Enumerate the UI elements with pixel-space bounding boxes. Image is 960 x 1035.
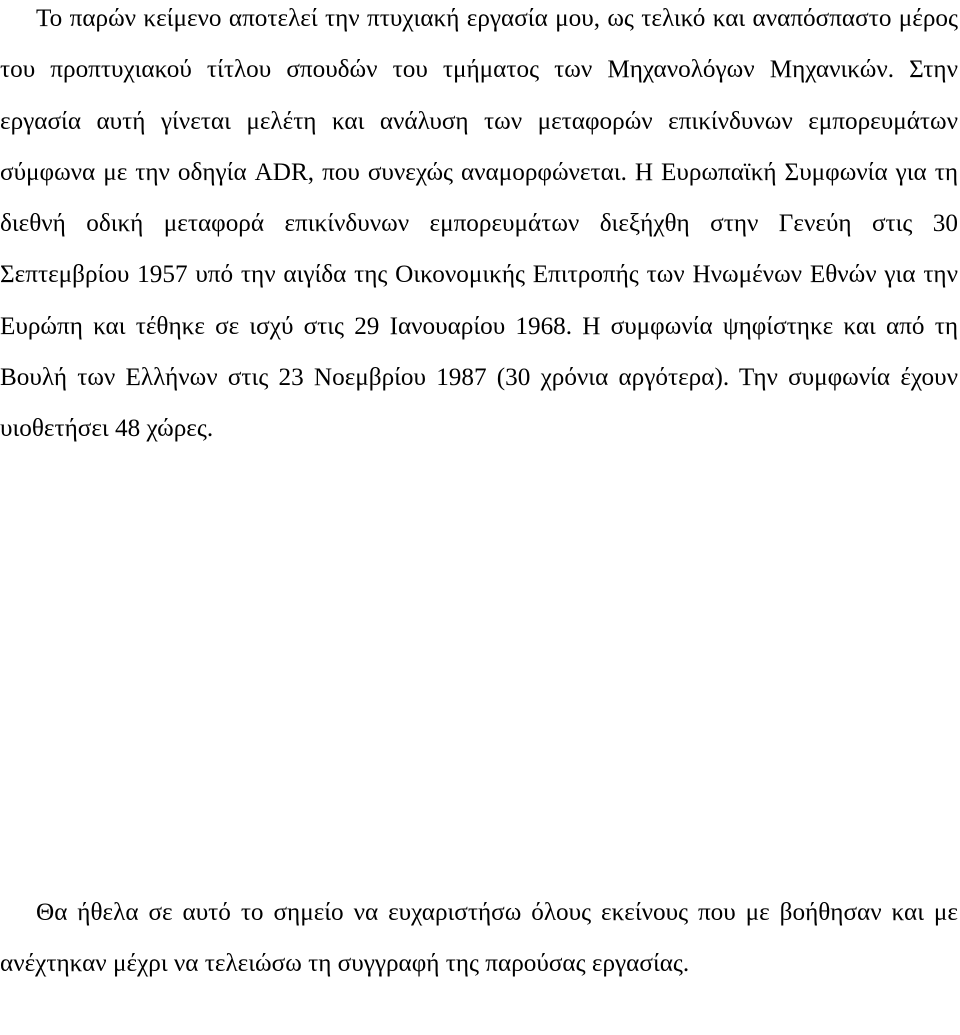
acknowledgement-paragraph: Θα ήθελα σε αυτό το σημείο να ευχαριστήσω όλους εκείνους που με βοήθησαν και με ανέχτηκαν μέχρι να τελειώσω τη συγγραφή της παρούσας εργασίας.	[0, 899, 958, 978]
intro-paragraph: Το παρών κείμενο αποτελεί την πτυχιακή εργασία μου, ως τελικό και αναπόσπαστο μέρος του προπτυχιακού τίτλου σπουδών του τμήματος των Μηχανολόγων Μηχανικών. Στην εργασία αυτή γίνεται μελέτη και ανάλυση των μεταφορών επικίνδυνων εμπορευμάτων σύμφωνα με την οδηγία ADR, που συνεχώς αναμορφώνεται. Η Ευρωπαϊκή Συμφωνία για τη διεθνή οδική μεταφορά επικίνδυνων εμπορευμάτων διεξήχθη στην Γενεύη στις 30 Σεπτεμβρίου 1957 υπό την αιγίδα της Οικονομικής Επιτροπής των Ηνωμένων Εθνών για την Ευρώπη και τέθηκε σε ισχύ στις 29 Ιανουαρίου 1968. Η συμφωνία ψηφίστηκε και από τη Βουλή των Ελλήνων στις 23 Νοεμβρίου 1987 (30 χρόνια αργότερα). Την συμφωνία έχουν υιοθετήσει 48 χώρες.	[0, 5, 958, 443]
